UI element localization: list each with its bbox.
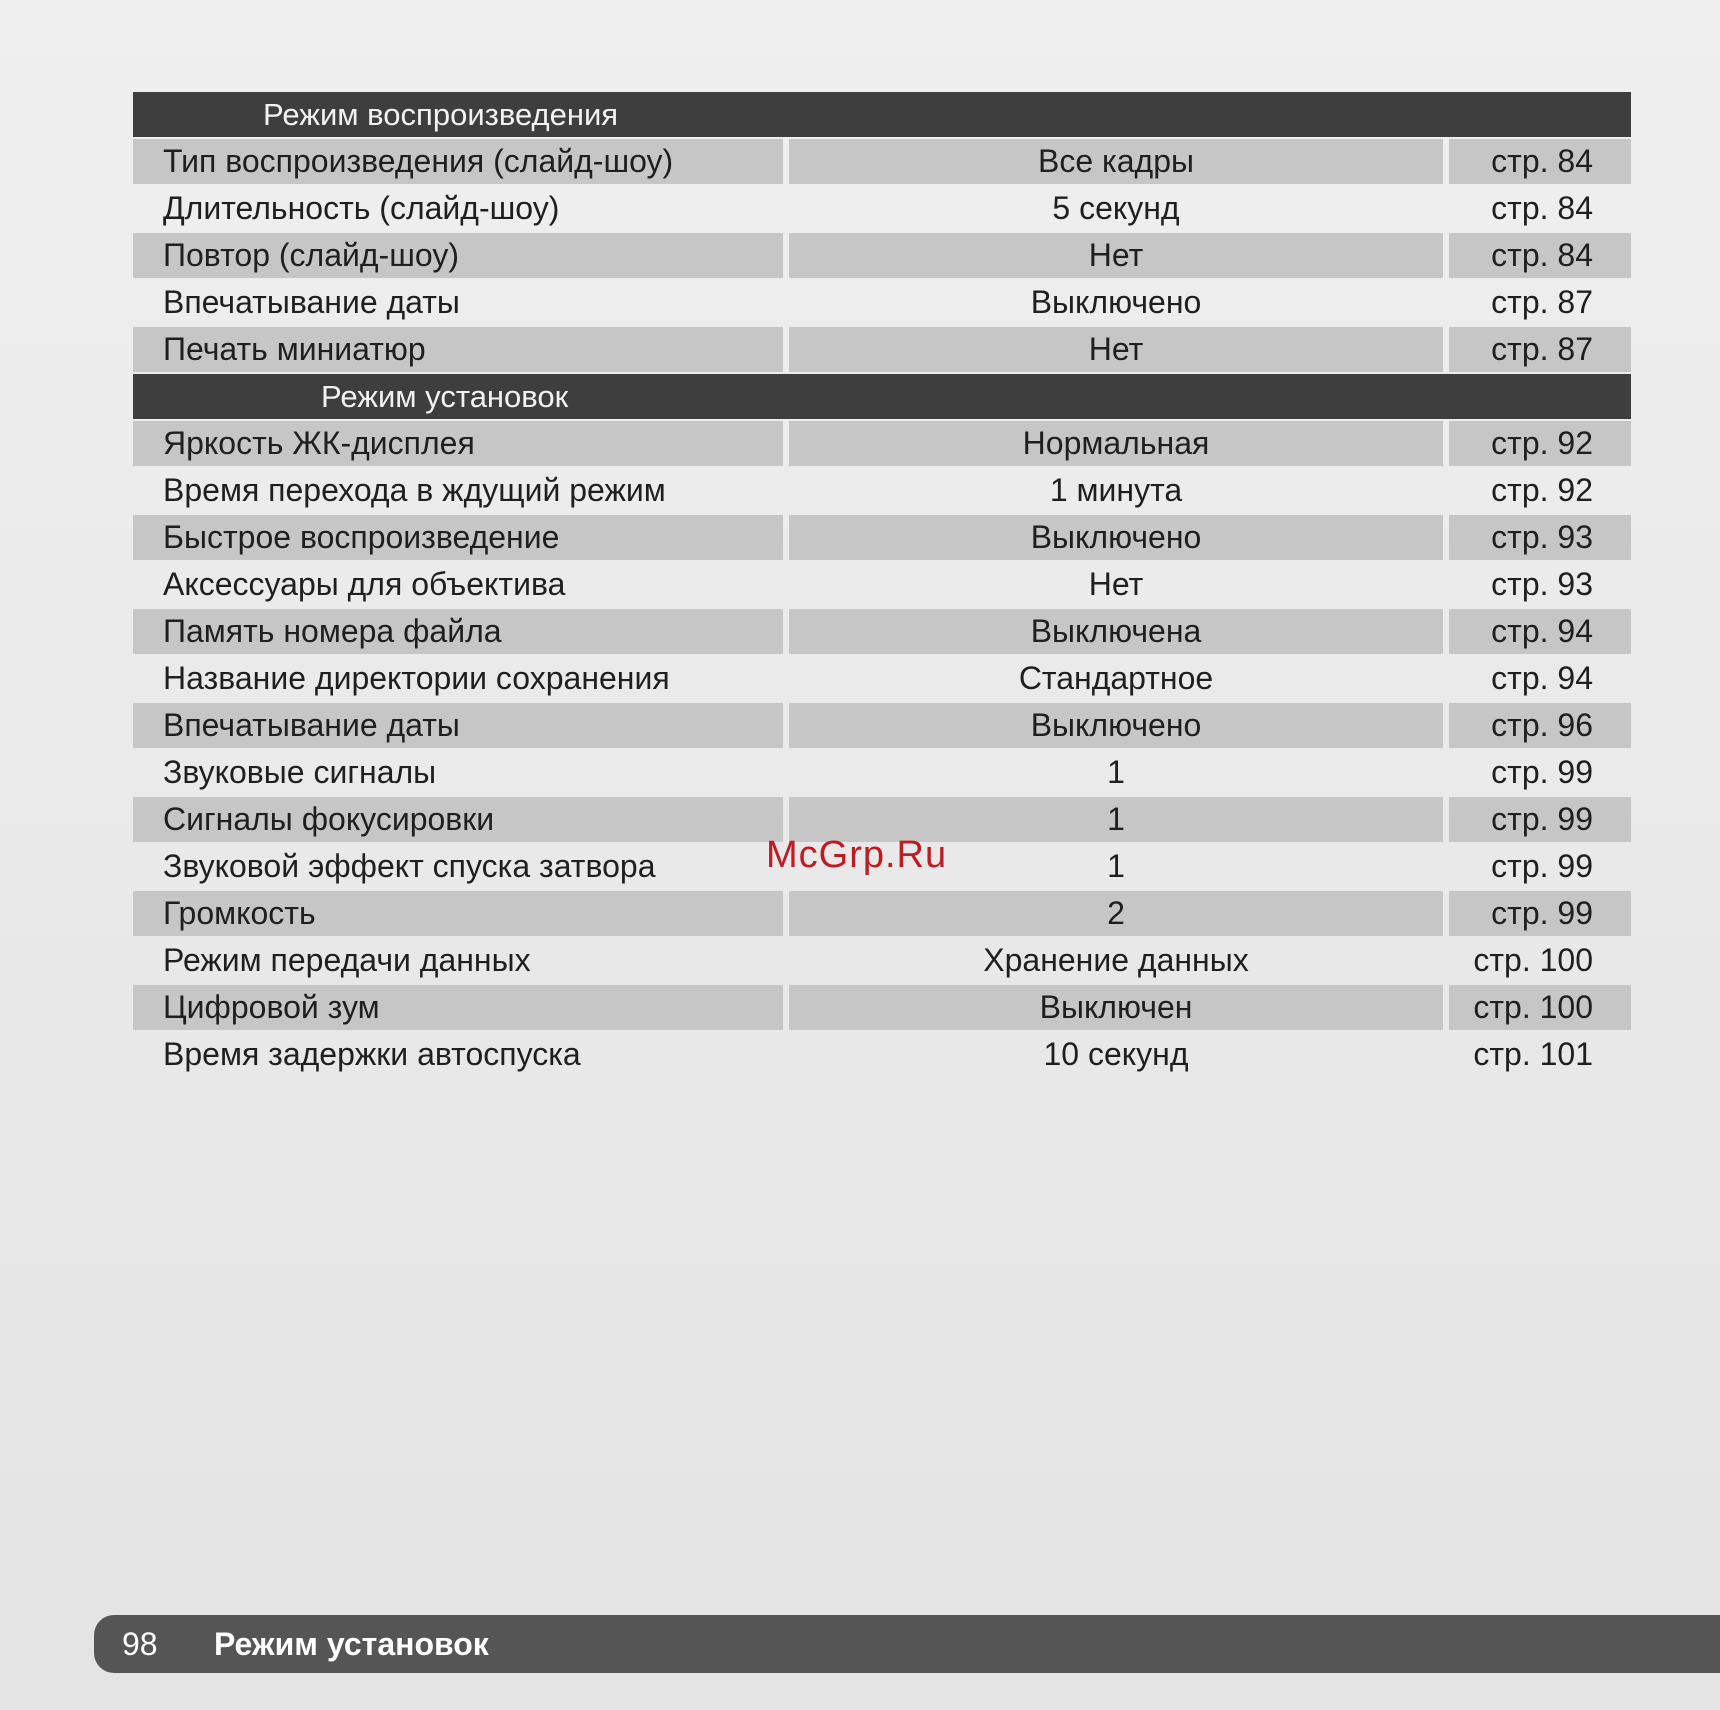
setting-value: 10 секунд xyxy=(1043,1036,1189,1072)
setting-name: Громкость xyxy=(133,891,783,936)
setting-value: Все кадры xyxy=(789,139,1443,184)
page-reference: стр. 84 xyxy=(1449,139,1631,184)
setting-name: Впечатывание даты xyxy=(163,284,460,320)
setting-value: Нет xyxy=(789,327,1443,372)
table-row xyxy=(133,327,1631,372)
page-reference: стр. 99 xyxy=(1491,848,1593,884)
table-row xyxy=(133,421,1631,466)
table-row xyxy=(133,186,1631,231)
setting-name: Аксессуары для объектива xyxy=(163,566,566,602)
table-row xyxy=(133,1032,1631,1077)
table-row xyxy=(133,280,1631,325)
setting-name: Быстрое воспроизведение xyxy=(133,515,783,560)
setting-name: Время перехода в ждущий режим xyxy=(163,472,666,508)
setting-value: 1 xyxy=(789,797,1443,842)
setting-name: Цифровой зум xyxy=(133,985,783,1030)
setting-value: Хранение данных xyxy=(983,942,1249,978)
page-reference: стр. 96 xyxy=(1449,703,1631,748)
page-reference: стр. 100 xyxy=(1449,985,1631,1030)
setting-name: Повтор (слайд-шоу) xyxy=(133,233,783,278)
table-row xyxy=(133,891,1631,936)
setting-value: 2 xyxy=(789,891,1443,936)
setting-name: Режим передачи данных xyxy=(163,942,531,978)
page-reference: стр. 92 xyxy=(1491,472,1593,508)
setting-value: Выключен xyxy=(789,985,1443,1030)
setting-name: Длительность (слайд-шоу) xyxy=(163,190,560,226)
setting-value: Выключена xyxy=(789,609,1443,654)
setting-name: Звуковые сигналы xyxy=(163,754,437,790)
setting-name: Тип воспроизведения (слайд-шоу) xyxy=(133,139,783,184)
section-header-setup xyxy=(133,374,1631,419)
table-row xyxy=(133,468,1631,513)
setting-name: Время задержки автоспуска xyxy=(163,1036,581,1072)
setting-name: Печать миниатюр xyxy=(133,327,783,372)
table-row xyxy=(133,985,1631,1030)
page-reference: стр. 84 xyxy=(1491,190,1593,226)
page-reference: стр. 99 xyxy=(1449,797,1631,842)
footer-bar xyxy=(94,1615,1720,1673)
settings-table xyxy=(133,92,1631,1079)
page-reference: стр. 99 xyxy=(1491,754,1593,790)
section-title: Режим воспроизведения xyxy=(263,97,619,132)
page-reference: стр. 99 xyxy=(1449,891,1631,936)
table-row xyxy=(133,515,1631,560)
table-row xyxy=(133,703,1631,748)
setting-value: Стандартное xyxy=(1018,660,1214,696)
table-row xyxy=(133,656,1631,701)
setting-value: 1 xyxy=(1107,848,1125,884)
setting-value: Выключено xyxy=(789,515,1443,560)
page-reference: стр. 94 xyxy=(1449,609,1631,654)
page-reference: стр. 84 xyxy=(1449,233,1631,278)
footer-chapter-title: Режим установок xyxy=(214,1626,489,1662)
setting-name: Память номера файла xyxy=(133,609,783,654)
table-row xyxy=(133,139,1631,184)
table-row xyxy=(133,609,1631,654)
table-row xyxy=(133,233,1631,278)
setting-value: 1 минута xyxy=(1049,472,1183,508)
page-reference: стр. 87 xyxy=(1491,284,1593,320)
table-row xyxy=(133,750,1631,795)
page-reference: стр. 93 xyxy=(1491,566,1593,602)
setting-value: Выключено xyxy=(1030,284,1202,320)
setting-name: Яркость ЖК-дисплея xyxy=(133,421,783,466)
setting-name: Сигналы фокусировки xyxy=(133,797,783,842)
setting-value: 1 xyxy=(1107,754,1125,790)
page-number: 98 xyxy=(122,1626,158,1662)
section-header-playback xyxy=(133,92,1631,137)
setting-name: Звуковой эффект спуска затвора xyxy=(163,848,656,884)
setting-name: Впечатывание даты xyxy=(133,703,783,748)
page-reference: стр. 87 xyxy=(1449,327,1631,372)
page-reference: стр. 92 xyxy=(1449,421,1631,466)
setting-value: Нормальная xyxy=(789,421,1443,466)
page-reference: стр. 101 xyxy=(1473,1036,1593,1072)
page-reference: стр. 100 xyxy=(1473,942,1593,978)
setting-value: Нет xyxy=(789,233,1443,278)
setting-name: Название директории сохранения xyxy=(163,660,670,696)
page-reference: стр. 93 xyxy=(1449,515,1631,560)
watermark: McGrp.Ru xyxy=(766,834,948,876)
table-row xyxy=(133,562,1631,607)
setting-value: 5 секунд xyxy=(1052,190,1180,226)
section-title: Режим установок xyxy=(321,379,569,414)
page-reference: стр. 94 xyxy=(1491,660,1593,696)
setting-value: Нет xyxy=(1088,566,1144,602)
setting-value: Выключено xyxy=(789,703,1443,748)
table-row xyxy=(133,938,1631,983)
